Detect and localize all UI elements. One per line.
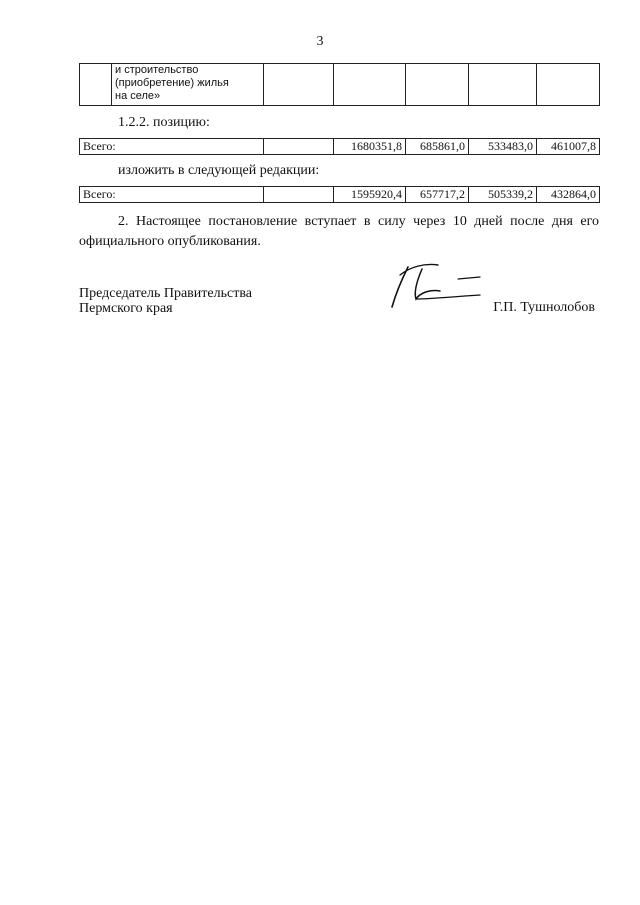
value-cell: 1595920,4 bbox=[334, 187, 406, 203]
page-number: 3 bbox=[316, 34, 324, 49]
table-cell bbox=[264, 64, 334, 106]
total-label: Всего: bbox=[80, 187, 264, 203]
description-line: и строительство bbox=[115, 64, 199, 76]
replace-instruction: изложить в следующей редакции: bbox=[118, 163, 320, 178]
table-cell-description bbox=[112, 64, 264, 106]
section-heading: 1.2.2. позицию: bbox=[118, 115, 210, 130]
value-cell: 432864,0 bbox=[537, 187, 600, 203]
table-cell bbox=[406, 64, 469, 106]
continued-table bbox=[79, 63, 600, 106]
value-cell: 505339,2 bbox=[469, 187, 537, 203]
description-line: (приобретение) жилья bbox=[115, 77, 229, 89]
value-cell: 657717,2 bbox=[406, 187, 469, 203]
table-cell bbox=[334, 64, 406, 106]
effective-date-paragraph: 2. Настоящее постановление вступает в силу через 10 дней после дня его официального опубликования. bbox=[79, 214, 599, 249]
total-row-after-table bbox=[79, 186, 600, 203]
description-line: на селе» bbox=[115, 90, 161, 102]
table-cell bbox=[537, 64, 600, 106]
total-row-before-table bbox=[79, 138, 600, 155]
signer-title bbox=[79, 286, 252, 316]
table-row bbox=[80, 187, 600, 203]
table-cell bbox=[264, 187, 334, 203]
handwritten-signature bbox=[380, 255, 490, 315]
table-row bbox=[80, 139, 600, 155]
signer-title-line: Пермского края bbox=[79, 301, 173, 316]
table-row bbox=[80, 64, 600, 106]
signer-title-line: Председатель Правительства bbox=[79, 286, 252, 301]
value-cell: 685861,0 bbox=[406, 139, 469, 155]
table-cell bbox=[80, 64, 112, 106]
total-label: Всего: bbox=[80, 139, 264, 155]
table-cell bbox=[264, 139, 334, 155]
value-cell: 461007,8 bbox=[537, 139, 600, 155]
value-cell: 533483,0 bbox=[469, 139, 537, 155]
value-cell: 1680351,8 bbox=[334, 139, 406, 155]
table-cell bbox=[469, 64, 537, 106]
signer-name: Г.П. Тушнолобов bbox=[493, 300, 595, 315]
